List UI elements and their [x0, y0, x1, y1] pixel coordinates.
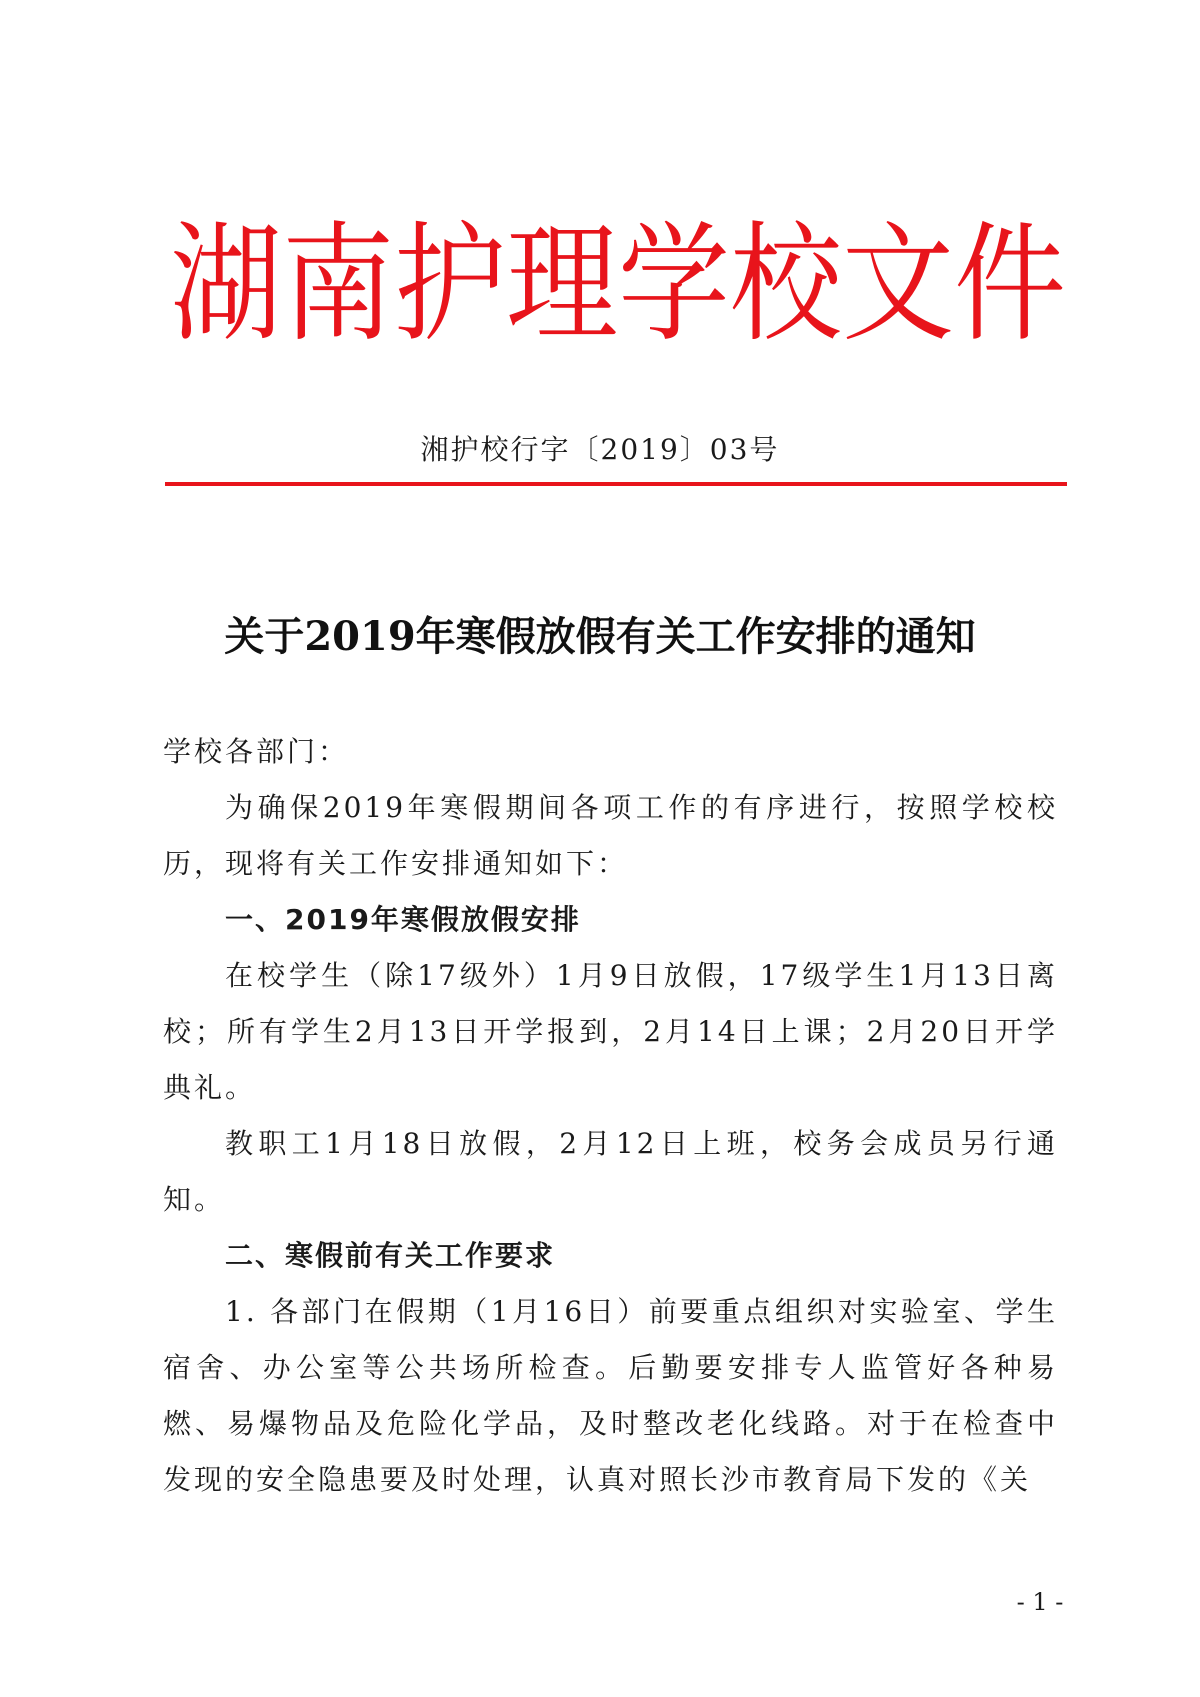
- header-char: 南: [282, 210, 394, 360]
- section1-paragraph-2: 教职工1月18日放假，2月12日上班，校务会成员另行通知。: [163, 1127, 1058, 1216]
- header-char: 学: [618, 210, 730, 360]
- document-body: [163, 724, 1058, 1508]
- section-heading-2: 二、寒假前有关工作要求: [225, 1239, 556, 1272]
- salutation: 学校各部门：: [163, 735, 350, 768]
- header-char: 理: [506, 210, 618, 360]
- section2-item-1: 1. 各部门在假期（1月16日）前要重点组织对实验室、学生宿舍、办公室等公共场所检查。后勤要安排专人监管好各种易燃、易爆物品及危险化学品，及时整改老化线路。对于在检查中发现的安全隐患要及时处理，认真对照长沙市教育局下发的《关: [163, 1295, 1058, 1496]
- document-header-title: [170, 210, 1066, 360]
- section-heading-1: 一、2019年寒假放假安排: [225, 903, 581, 936]
- page-number: - 1 -: [1016, 1588, 1064, 1616]
- intro-paragraph: 为确保2019年寒假期间各项工作的有序进行，按照学校校历，现将有关工作安排通知如下：: [163, 791, 1058, 880]
- header-char: 校: [730, 210, 842, 360]
- header-char: 湖: [170, 210, 282, 360]
- red-separator-line: [165, 482, 1067, 486]
- document-number: 湘护校行字〔2019〕03号: [420, 433, 780, 466]
- notice-title: 关于2019年寒假放假有关工作安排的通知: [224, 613, 976, 660]
- section1-paragraph-1: 在校学生（除17级外）1月9日放假，17级学生1月13日离校；所有学生2月13日开学报到，2月14日上课；2月20日开学典礼。: [163, 959, 1058, 1104]
- header-char: 护: [394, 210, 506, 360]
- header-char: 件: [954, 210, 1066, 360]
- header-char: 文: [842, 210, 954, 360]
